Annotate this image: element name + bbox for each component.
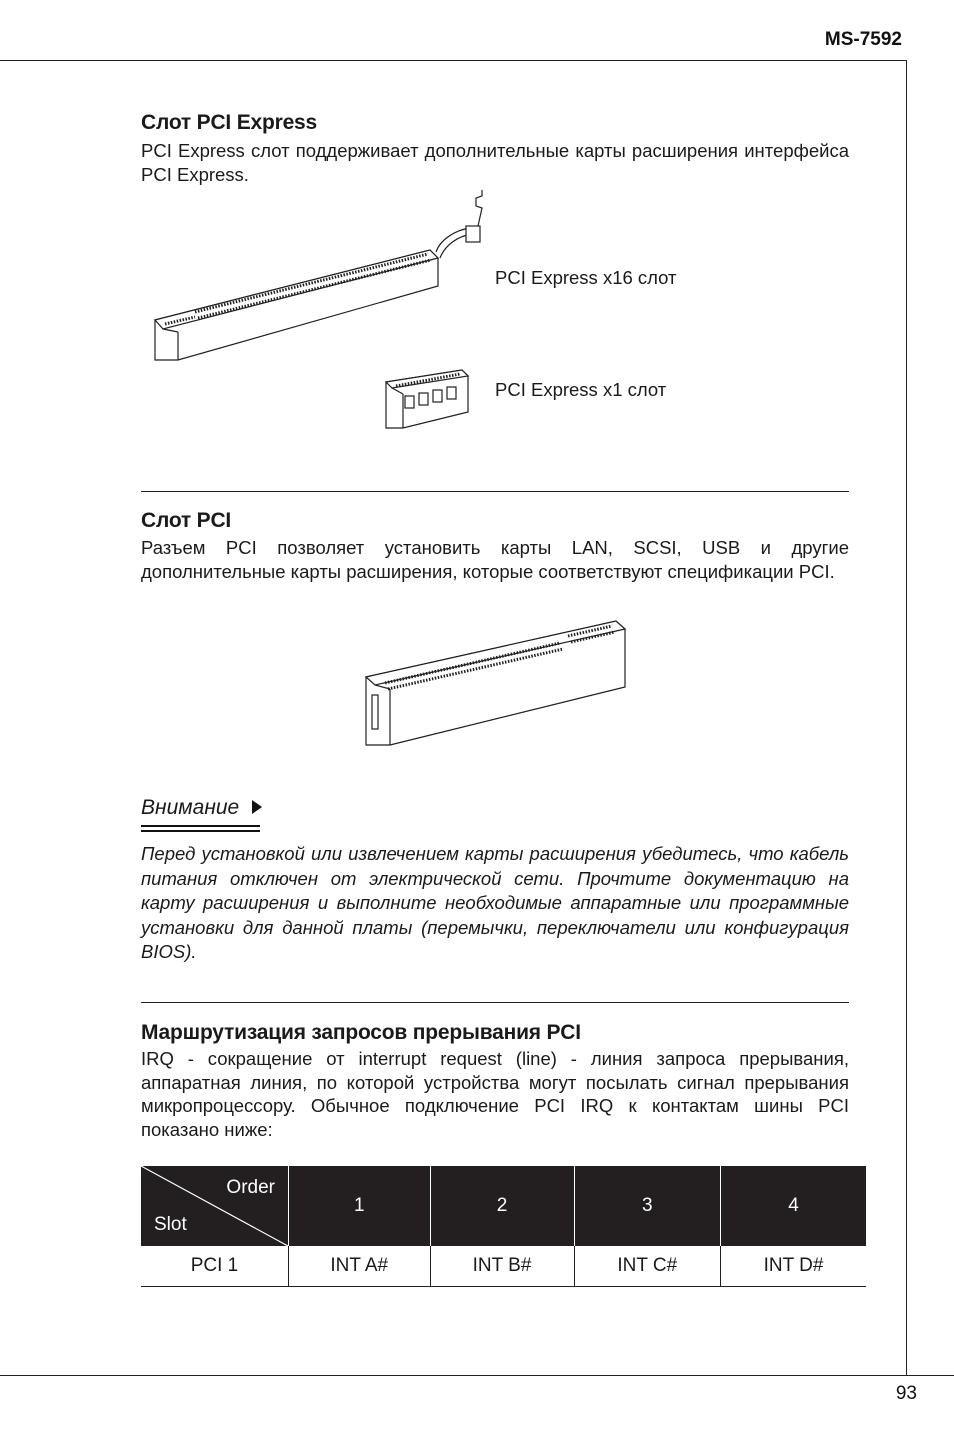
pci-section-title: Слот PCI	[141, 509, 232, 532]
irq-order-header: 2	[430, 1166, 574, 1246]
pcie-x1-label: PCI Express x1 слот	[495, 379, 667, 400]
model-number: MS-7592	[824, 29, 902, 50]
corner-slot-label: Slot	[154, 1214, 187, 1235]
header-rule	[0, 60, 906, 61]
right-margin-rule	[906, 60, 907, 1375]
pcie-x16-label: PCI Express x16 слот	[495, 267, 677, 288]
pcie-section-title: Слот PCI Express	[141, 111, 318, 134]
section-divider	[141, 491, 849, 492]
irq-int-cell: INT D#	[721, 1246, 866, 1287]
irq-table-header-row	[141, 1166, 866, 1246]
irq-section-title: Маршрутизация запросов прерывания PCI	[141, 1021, 581, 1044]
irq-int-cell: INT B#	[430, 1246, 574, 1287]
table-row	[141, 1246, 866, 1287]
pcie-section-body: PCI Express слот поддерживает дополнительные карты расширения интерфейса PCI Express.	[141, 140, 849, 185]
notice-body: Перед установкой или извлечением карты расширения убедитесь, что кабель питания отключен от электрической сети. Прочтите документацию на карту расширения и выполните необходимые аппаратные или программные установки для данной платы (перемычки, переключатели или конфигурация BIOS).	[141, 843, 849, 962]
irq-order-header: 1	[289, 1166, 431, 1246]
irq-section-body: IRQ - сокращение от interrupt request (line) - линия запроса прерывания, аппаратная линия, по которой устройства могут посылать сигнал прерывания микропроцессору. Обычное подключение PCI IRQ к контактам шины PCI показано ниже:	[141, 1048, 849, 1140]
irq-int-cell: INT C#	[574, 1246, 721, 1287]
section-divider	[141, 1002, 849, 1003]
irq-slot-cell: PCI 1	[141, 1246, 289, 1287]
irq-table	[141, 1166, 866, 1287]
pcie-slots-illustration	[140, 190, 510, 435]
pci-slot-illustration	[360, 615, 630, 750]
corner-order-label: Order	[226, 1177, 275, 1198]
notice-underline	[141, 825, 260, 827]
pci-section-body: Разъем PCI позволяет установить карты LAN, SCSI, USB и другие дополнительные карты расширения, которые соответствуют спецификации PCI.	[141, 537, 849, 582]
notice-underline-double	[141, 830, 260, 832]
notice-title: Внимание	[141, 796, 240, 819]
irq-int-cell: INT A#	[289, 1246, 431, 1287]
irq-table-corner-cell	[141, 1166, 289, 1246]
irq-order-header: 4	[721, 1166, 866, 1246]
notice-arrow-icon	[252, 800, 262, 814]
page-number: 93	[895, 1383, 917, 1404]
footer-rule	[0, 1375, 954, 1376]
irq-order-header: 3	[574, 1166, 721, 1246]
